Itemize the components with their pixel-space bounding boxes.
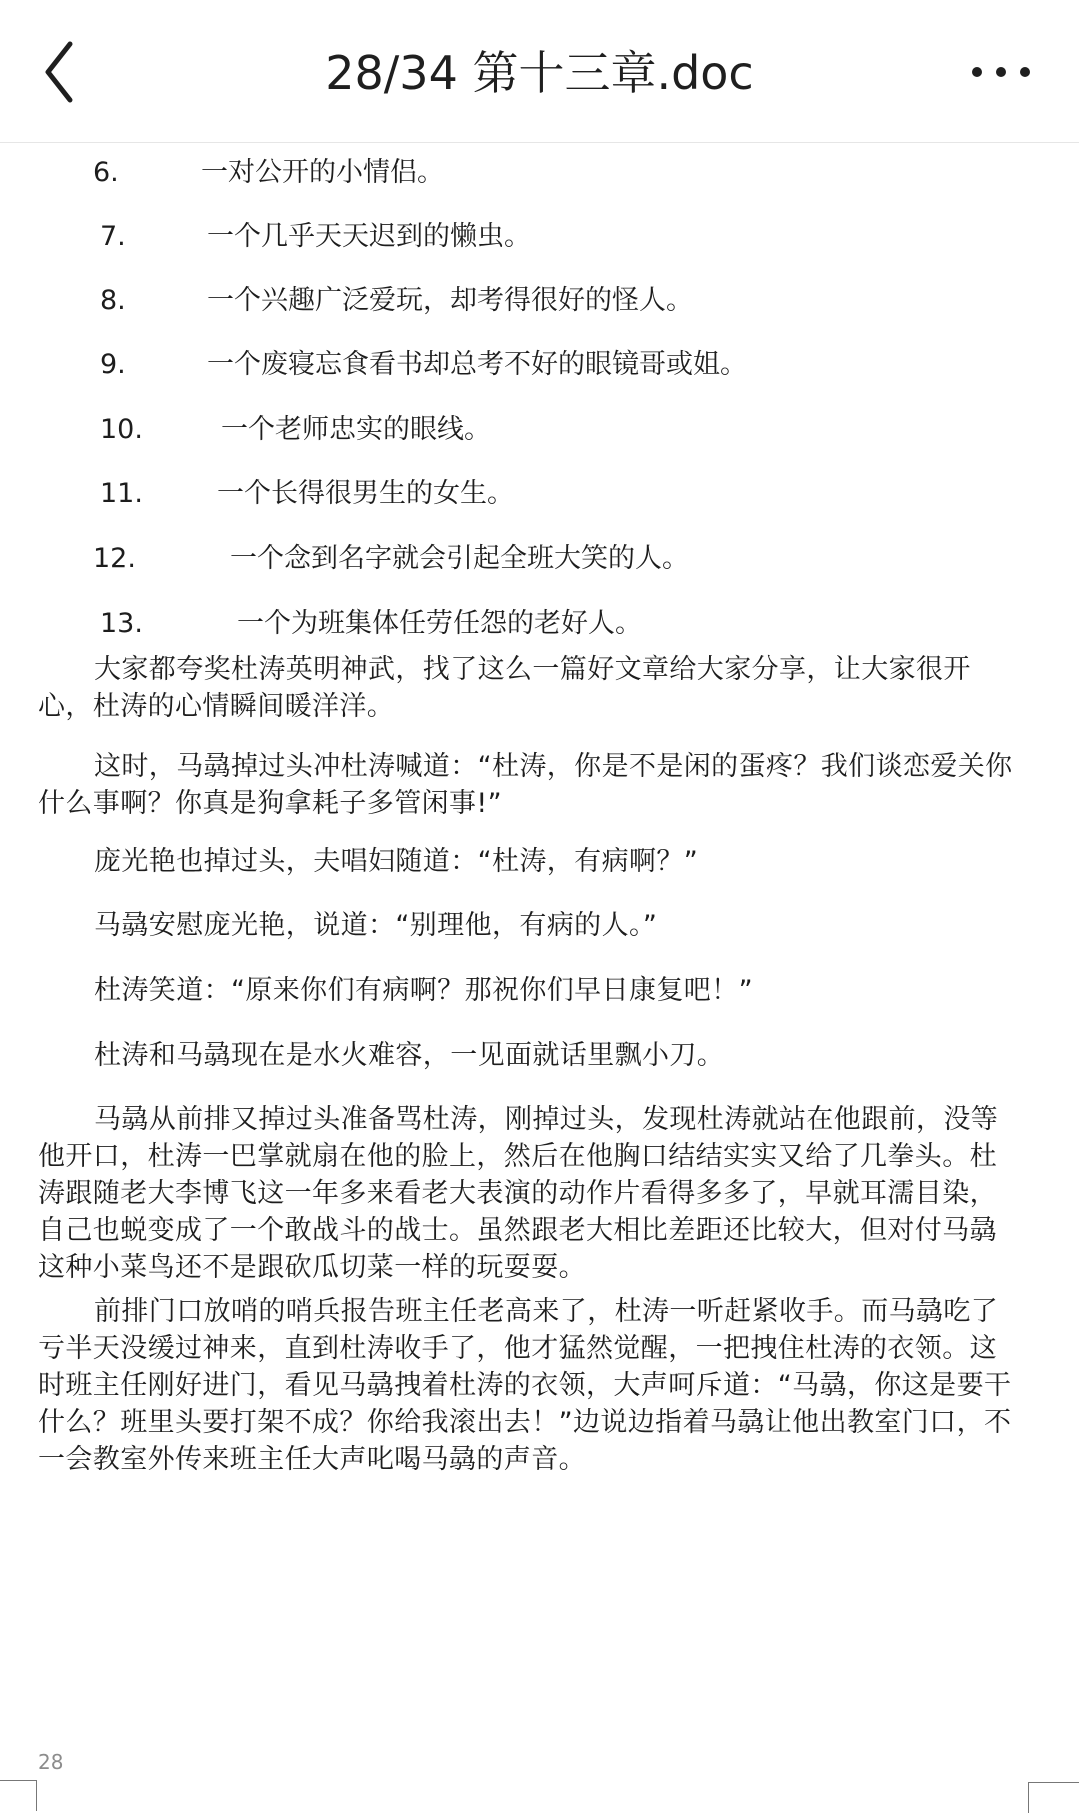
- list-item-number: 11.: [100, 478, 143, 509]
- list-item-number: 12.: [93, 543, 136, 574]
- top-bar: [0, 0, 1079, 143]
- document-title: 28/34 第十三章.doc: [325, 46, 754, 100]
- list-item-number: 6.: [93, 157, 119, 188]
- paragraph: 马骉安慰庞光艳，说道：“别理他，有病的人。”: [94, 910, 658, 941]
- list-item-number: 10.: [100, 414, 143, 445]
- list-item-text: 一个兴趣广泛爱玩，却考得很好的怪人。: [207, 285, 693, 316]
- paragraph: 杜涛和马骉现在是水火难容，一见面就话里飘小刀。: [94, 1040, 725, 1071]
- paragraph: 这时，马骉掉过头冲杜涛喊道：“杜涛，你是不是闲的蛋疼？我们谈恋爱关你什么事啊？你真是狗拿耗子多管闲事!”: [38, 751, 1013, 819]
- more-options-button[interactable]: [961, 50, 1041, 94]
- paragraph: 大家都夸奖杜涛英明神武，找了这么一篇好文章给大家分享，让大家很开心，杜涛的心情瞬间暖洋洋。: [38, 654, 971, 722]
- list-item-text: 一个长得很男生的女生。: [217, 478, 514, 509]
- list-item-number: 9.: [100, 349, 126, 380]
- page-corner-mark: [1028, 1782, 1079, 1813]
- list-item-text: 一个念到名字就会引起全班大笑的人。: [230, 543, 689, 574]
- paragraph: 庞光艳也掉过头，夫唱妇随道：“杜涛，有病啊？”: [94, 846, 699, 877]
- paragraph: 前排门口放哨的哨兵报告班主任老高来了，杜涛一听赶紧收手。而马骉吃了亏半天没缓过神来，直到杜涛收手了，他才猛然觉醒，一把拽住杜涛的衣领。这时班主任刚好进门，看见马骉拽着杜涛的衣领，大声呵斥道：“马骉，你这是要干什么？班里头要打架不成？你给我滚出去！”边说边指着马骉让他出教室门口，不一会教室外传来班主任大声叱喝马骉的声音。: [38, 1296, 1012, 1475]
- chevron-left-icon: [40, 36, 100, 108]
- back-button[interactable]: [40, 36, 100, 108]
- page-number: 28: [38, 1750, 64, 1774]
- paragraph: 杜涛笑道：“原来你们有病啊？那祝你们早日康复吧！”: [94, 975, 753, 1006]
- paragraph: 马骉从前排又掉过头准备骂杜涛，刚掉过头，发现杜涛就站在他跟前，没等他开口，杜涛一巴掌就扇在他的脸上，然后在他胸口结结实实又给了几拳头。杜涛跟随老大李博飞这一年多来看老大表演的动作片看得多多了，早就耳濡目染，自己也蜕变成了一个敢战斗的战士。虽然跟老大相比差距还比较大，但对付马骉这种小菜鸟还不是跟砍瓜切菜一样的玩耍耍。: [38, 1104, 999, 1283]
- page-corner-mark: [0, 1780, 37, 1811]
- list-item-text: 一对公开的小情侣。: [201, 157, 444, 188]
- list-item-text: 一个几乎天天迟到的懒虫。: [207, 221, 531, 252]
- list-item-text: 一个老师忠实的眼线。: [221, 414, 491, 445]
- list-item-number: 8.: [100, 285, 126, 316]
- more-horizontal-icon: [961, 50, 1041, 94]
- document-page[interactable]: [0, 143, 1079, 1809]
- list-item-text: 一个废寝忘食看书却总考不好的眼镜哥或姐。: [207, 349, 747, 380]
- list-item-number: 13.: [100, 608, 143, 639]
- list-item-text: 一个为班集体任劳任怨的老好人。: [237, 608, 642, 639]
- list-item-number: 7.: [100, 221, 126, 252]
